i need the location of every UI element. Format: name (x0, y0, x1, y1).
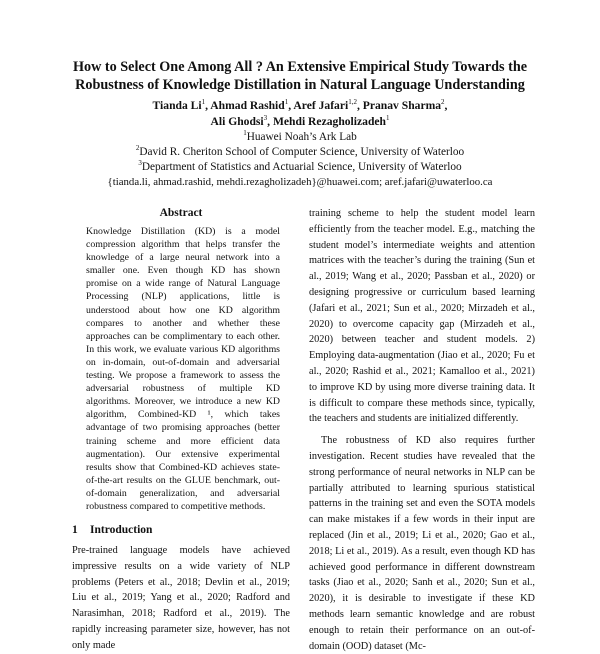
affiliation: $^3$Department of Statistics and Actuarial Science, University of Waterloo (138, 159, 462, 173)
abstract-text: Knowledge Distillation (KD) is a model compression algorithm that helps transfer the knowledge of a large neural network into a smaller one. Even though KD has shown promise on a wide range of Natural Language Processing (NLP) applications, little is understood about how one KD algorithm compares to another and whether these approaches can be complimentary to each other. In this work, we evaluate various KD algorithms on in-domain, out-of-domain and adversarial testing. We propose a framework to assess the adversarial robustness of multiple KD algorithms. Moreover, we introduce a new KD algorithm, Combined-KD ¹, which takes advantage of two promising approaches (better training scheme and more efficient data augmentation). Our extensive experimental results show that Combined-KD achieves state-of-the-art results on the GLUE benchmark, out-of-domain generalization, and adversarial robustness compared to competitive methods. (86, 226, 280, 512)
body-paragraph: training scheme to help the student model learn efficiently from the teacher model. E.g., matching the student model’s intermediate weights and attention matrices with the teacher’s during the training (Sun et al., 2019; Wang et al., 2020; Passban et al., 2020) or designing progressive or curriculum based learning (Jafari et al., 2021; Sun et al., 2020; Mirzadeh et al., 2020) to overcome capacity gap (Mirzadeh et al., 2020) between teacher and student models. 2) Employing data-augmentation (Jiao et al., 2020; Fu et al., 2020; Rashid et al., 2021; Kamalloo et al., 2021) to improve KD by using more diverse training data. It is difficult to compare these methods since, typically, the teachers and students are initialized differently. (309, 208, 535, 425)
intro-paragraph: Pre-trained language models have achieved impressive results on a wide variety of NLP problems (Peters et al., 2018; Devlin et al., 2019; Liu et al., 2019; Yang et al., 2020; Radford and Narasimhan, 2018; Radford et al., 2019). The rapidly increasing parameter size, however, has not only made (72, 545, 290, 651)
left-column (72, 206, 290, 654)
author-emails: {tianda.li, ahmad.rashid, mehdi.rezagholizadeh}@huawei.com; aref.jafari@uwaterloo.ca (107, 176, 493, 188)
affiliation: $^2$David R. Cheriton School of Computer Science, University of Waterloo (135, 144, 465, 158)
section-title: Introduction (90, 524, 153, 537)
abstract-heading: Abstract (159, 207, 203, 219)
author: Mehdi Rezagholizadeh$^1$ (272, 114, 390, 128)
section-heading-introduction (72, 523, 290, 538)
author-list (0, 98, 600, 130)
author: Tianda Li$^1$, (152, 98, 211, 112)
author: Ahmad Rashid$^1$, (210, 98, 294, 112)
right-column (309, 206, 535, 654)
author: Aref Jafari$^{1,2}$, (293, 98, 363, 112)
affiliation: $^1$Huawei Noah’s Ark Lab (243, 129, 357, 143)
paper-title: How to Select One Among All ? An Extensive Empirical Study Towards the Robustness of Knowledge Distillation in Natural Language Understanding (72, 59, 528, 93)
body-paragraph: The robustness of KD also requires further investigation. Recent studies have revealed that the strong performance of neural networks in NLP can be partially attributed to learning spurious statistical patterns in the training set and even the SOTA models can make mistakes if a few words in their input are replaced (Jin et al., 2019; Li et al., 2020; Gao et al., 2018; Li et al., 2019). As a result, even though KD has achieved good performance in different downstream tasks (Jiao et al., 2020; Sanh et al., 2020; Sun et al., 2020), it is desirable to investigate if these KD methods learn semantic knowledge and are robust enough to retain their performance on an out-of-domain (OOD) dataset (Mc- (309, 435, 535, 652)
paper-header (0, 58, 600, 190)
author: Pranav Sharma$^2$, (362, 98, 448, 112)
section-number: 1 (72, 524, 78, 537)
author: Ali Ghodsi$^3$, (210, 114, 273, 128)
